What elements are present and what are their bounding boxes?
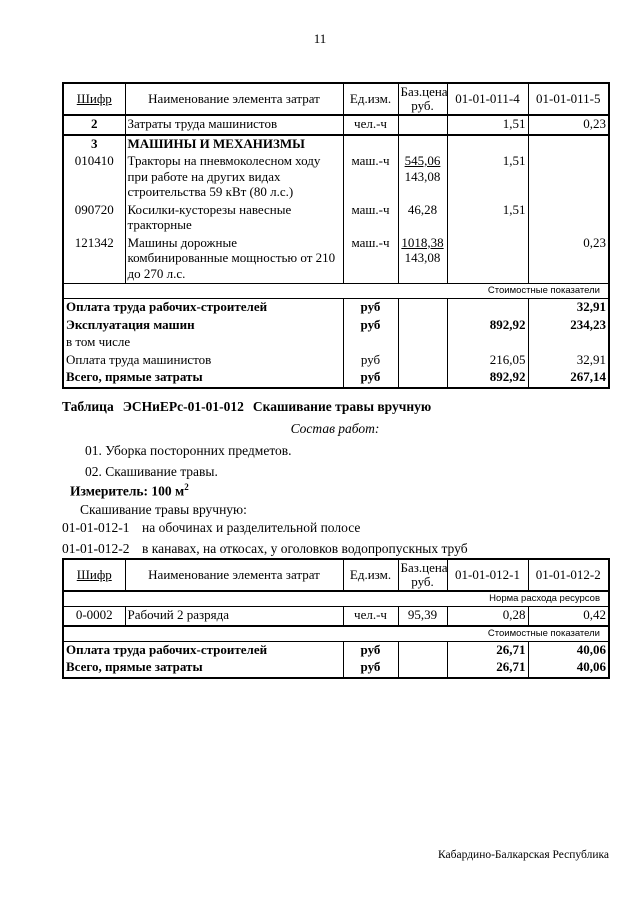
base-price-cell xyxy=(398,299,447,317)
norm-table-012 xyxy=(62,558,608,679)
value-cell: 40,06 xyxy=(528,641,609,659)
region-footer-label: Кабардино-Балкарская Республика xyxy=(438,849,609,861)
table-row xyxy=(63,115,609,135)
name-cell: Тракторы на пневмоколесном ходу при работе на других видах строительства 59 кВт (80 л.с.) xyxy=(125,153,343,202)
value-cell: 26,71 xyxy=(447,641,528,659)
cost-name-cell: Оплата труда машинистов xyxy=(66,351,212,367)
value-cell: 40,06 xyxy=(528,659,609,678)
base-price-cell xyxy=(398,235,447,284)
table-row xyxy=(63,591,609,607)
column-header: Баз.цена руб. xyxy=(398,83,447,115)
definition-code: 01-01-012-1 xyxy=(62,520,130,535)
cost-name-cell: Оплата труда рабочих-строителей xyxy=(66,299,268,314)
column-header: Наименование элемента затрат xyxy=(125,559,343,591)
price-denominator: 143,08 xyxy=(404,250,441,265)
unit-cell: чел.-ч xyxy=(343,607,398,626)
table-row xyxy=(63,202,609,235)
code-cell: 010410 xyxy=(74,153,114,168)
definition-row xyxy=(62,520,608,535)
unit-cell: маш.-ч xyxy=(343,153,398,202)
value-cell: 892,92 xyxy=(447,317,528,335)
unit-cell: чел.-ч xyxy=(343,115,398,135)
code-cell: 0-0002 xyxy=(63,607,125,626)
base-price-cell xyxy=(398,115,447,135)
name-cell: МАШИНЫ И МЕХАНИЗМЫ xyxy=(125,135,343,154)
section-band-label: Стоимостные показатели xyxy=(63,626,609,642)
base-price-cell xyxy=(398,334,447,352)
unit-cell: руб xyxy=(343,299,398,317)
name-cell: Затраты труда машинистов xyxy=(125,115,343,135)
value-cell xyxy=(447,299,528,317)
base-price-cell xyxy=(398,153,447,202)
value-cell: 32,91 xyxy=(528,352,609,370)
value-cell xyxy=(528,135,609,154)
base-price-cell xyxy=(398,135,447,154)
value-cell xyxy=(447,235,528,284)
value-cell: 267,14 xyxy=(528,369,609,388)
table-012-title xyxy=(62,399,608,414)
unit-cell xyxy=(343,135,398,154)
table-row xyxy=(63,235,609,284)
table-row xyxy=(63,284,609,299)
meter-line xyxy=(62,480,608,499)
base-price-cell: 95,39 xyxy=(398,607,447,626)
cost-name-cell: Всего, прямые затраты xyxy=(66,659,203,674)
value-cell: 0,23 xyxy=(528,115,609,135)
code-cell: 3 xyxy=(91,135,98,151)
cost-name-cell: в том числе xyxy=(66,334,131,349)
work-item: 02. Скашивание травы. xyxy=(85,464,218,479)
table-row xyxy=(63,369,609,388)
meter-superscript: 2 xyxy=(184,482,189,492)
value-cell: 234,23 xyxy=(528,317,609,335)
code-cell: 2 xyxy=(63,115,125,135)
value-cell: 0,28 xyxy=(447,607,528,626)
name-cell: Машины дорожные комбинированные мощностью от 210 до 270 л.с. xyxy=(125,235,343,284)
value-cell: 0,42 xyxy=(528,607,609,626)
unit-cell xyxy=(343,334,398,352)
base-price-cell xyxy=(398,352,447,370)
table-row xyxy=(63,641,609,659)
table-row xyxy=(63,334,609,352)
base-price-cell xyxy=(398,369,447,388)
definition-text: на обочинах и разделительной полосе xyxy=(142,520,361,535)
work-item: 01. Уборка посторонних предметов. xyxy=(85,443,292,458)
table-row xyxy=(63,352,609,370)
value-cell: 1,51 xyxy=(447,115,528,135)
column-header: Шифр xyxy=(63,83,125,115)
name-cell: Косилки-кусторезы навесные тракторные xyxy=(125,202,343,235)
definition-row xyxy=(62,541,608,556)
unit-cell: руб xyxy=(343,641,398,659)
table-row xyxy=(63,626,609,642)
table-row xyxy=(63,317,609,335)
value-cell: 1,51 xyxy=(447,153,528,202)
value-cell: 0,23 xyxy=(528,235,609,284)
table-title-name: Скашивание травы вручную xyxy=(252,399,432,414)
unit-cell: руб xyxy=(343,659,398,678)
cost-name-cell: Всего, прямые затраты xyxy=(66,369,203,384)
price-numerator: 545,06 xyxy=(404,153,441,168)
unit-cell: маш.-ч xyxy=(343,202,398,235)
value-cell xyxy=(447,135,528,154)
unit-cell: руб xyxy=(343,369,398,388)
base-price-cell xyxy=(398,659,447,678)
code-cell: 121342 xyxy=(74,234,114,250)
table-title-code: ЭСНиЕРс-01-01-012 xyxy=(122,399,244,414)
column-header: Ед.изм. xyxy=(343,83,398,115)
work-composition-heading: Состав работ: xyxy=(290,421,380,436)
value-cell xyxy=(528,202,609,235)
group-line: Скашивание травы вручную: xyxy=(80,502,247,517)
section-band-label: Норма расхода ресурсов xyxy=(63,591,609,607)
code-cell: 090720 xyxy=(74,201,114,217)
meter-label: Измеритель: 100 м xyxy=(70,483,185,499)
column-header: 01-01-011-4 xyxy=(447,83,528,115)
value-cell: 26,71 xyxy=(447,659,528,678)
table-header-row xyxy=(63,559,609,591)
table-row xyxy=(63,659,609,678)
price-numerator: 1018,38 xyxy=(401,234,444,250)
column-header: Ед.изм. xyxy=(343,559,398,591)
column-header: Шифр xyxy=(63,559,125,591)
price-denominator: 143,08 xyxy=(404,168,441,184)
base-price-cell xyxy=(398,641,447,659)
name-cell: Рабочий 2 разряда xyxy=(125,607,343,626)
page-number: 11 xyxy=(313,31,327,46)
value-cell: 1,51 xyxy=(447,202,528,235)
unit-cell: руб xyxy=(343,317,398,335)
table-row xyxy=(63,153,609,202)
value-cell: 32,91 xyxy=(528,299,609,317)
cost-name-cell: Эксплуатация машин xyxy=(66,316,195,332)
column-header: Баз.цена руб. xyxy=(398,559,447,591)
value-cell xyxy=(447,334,528,352)
column-header: 01-01-012-1 xyxy=(447,559,528,591)
unit-cell: маш.-ч xyxy=(343,235,398,284)
table-title-label: Таблица xyxy=(62,399,114,414)
column-header: 01-01-011-5 xyxy=(528,83,609,115)
value-cell xyxy=(528,334,609,352)
table-header-row xyxy=(63,83,609,115)
table-row xyxy=(63,607,609,626)
table-row xyxy=(63,135,609,154)
value-cell xyxy=(528,153,609,202)
base-price-cell xyxy=(398,317,447,335)
section-band-label: Стоимостные показатели xyxy=(63,284,609,299)
unit-cell: руб xyxy=(343,352,398,370)
definition-text: в канавах, на откосах, у оголовков водопропускных труб xyxy=(142,541,468,556)
value-cell: 892,92 xyxy=(447,369,528,388)
definition-code: 01-01-012-2 xyxy=(62,541,130,556)
value-cell: 216,05 xyxy=(447,352,528,370)
column-header: 01-01-012-2 xyxy=(528,559,609,591)
norm-table-011 xyxy=(62,82,608,389)
table-row xyxy=(63,299,609,317)
column-header: Наименование элемента затрат xyxy=(125,83,343,115)
cost-name-cell: Оплата труда рабочих-строителей xyxy=(66,641,268,657)
base-price-cell: 46,28 xyxy=(398,202,447,235)
